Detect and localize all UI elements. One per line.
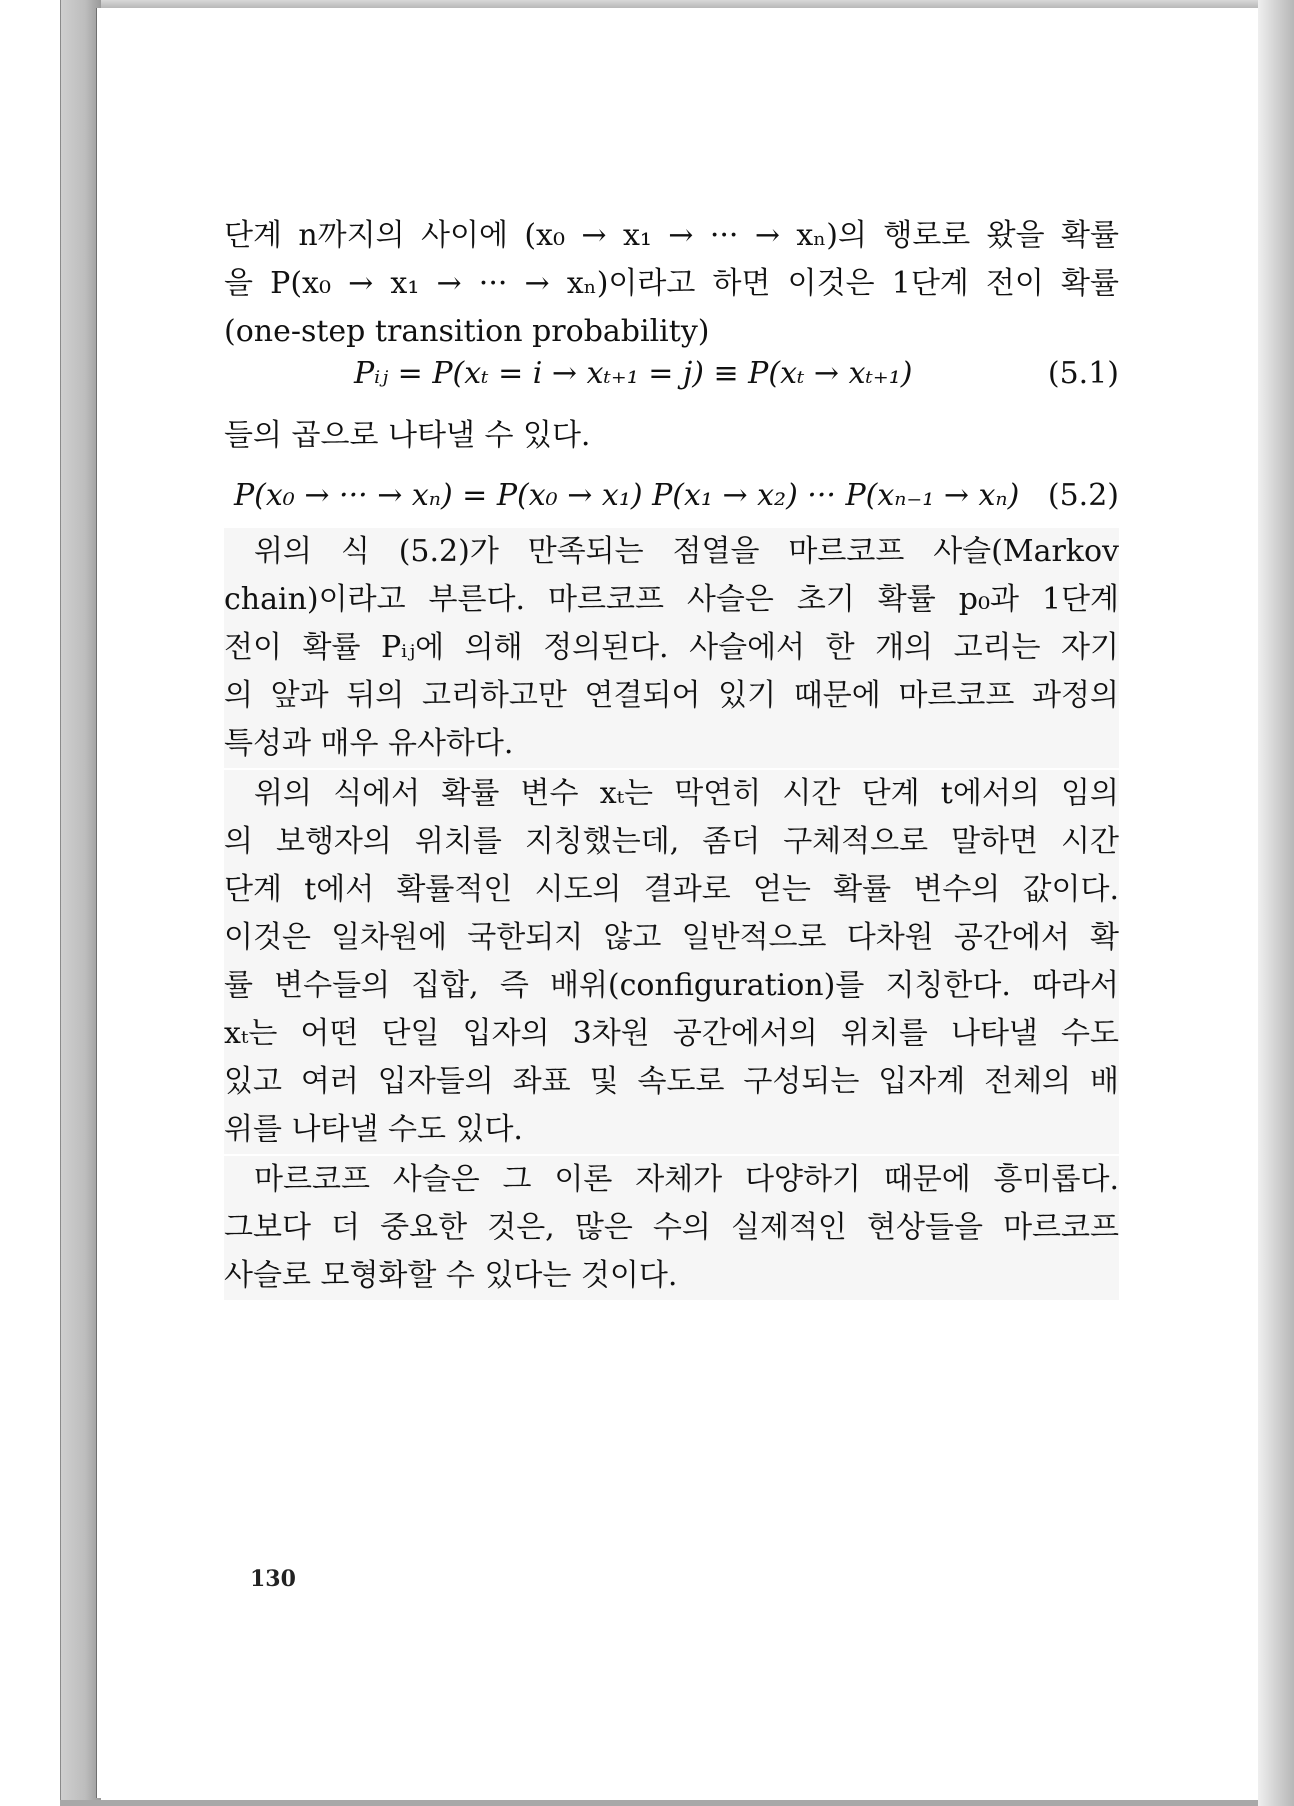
text-line: 사슬로 모형화할 수 있다는 것이다.	[224, 1258, 678, 1293]
text-line: (one-step transition probability)	[224, 314, 710, 349]
book-bottom-edge	[60, 1800, 1270, 1806]
text-line: 의 보행자의 위치를 지칭했는데, 좀더 구체적으로 말하면 시간	[224, 824, 1119, 859]
equation-formula: Pᵢⱼ = P(xₜ = i → xₜ₊₁ = j) ≡ P(xₜ → xₜ₊₁)	[354, 356, 913, 391]
intro-text	[224, 212, 1119, 356]
equation-number: (5.1)	[1047, 356, 1119, 391]
text-line: 위의 식에서 확률 변수 xₜ는 막연히 시간 단계 t에서의 임의	[254, 776, 1119, 811]
page-edge-right	[1258, 0, 1294, 1806]
text-line: 을 P(x₀ → x₁ → ··· → xₙ)이라고 하면 이것은 1단계 전이 확률	[224, 266, 1119, 301]
text-line: 위를 나타낼 수도 있다.	[224, 1112, 523, 1147]
paragraph-2	[224, 770, 1119, 1154]
text-line: 그보다 더 중요한 것은, 많은 수의 실제적인 현상들을 마르코프	[224, 1210, 1119, 1245]
text-line: 의 앞과 뒤의 고리하고만 연결되어 있기 때문에 마르코프 과정의	[224, 678, 1119, 713]
equation-5-2	[224, 472, 1119, 520]
book-top-edge	[60, 0, 1270, 8]
equation-number: (5.2)	[1047, 478, 1119, 513]
text-line: chain)이라고 부른다. 마르코프 사슬은 초기 확률 p₀과 1단계	[224, 582, 1119, 617]
text-line: 이것은 일차원에 국한되지 않고 일반적으로 다차원 공간에서 확	[224, 920, 1119, 955]
text-line: 률 변수들의 집합, 즉 배위(configuration)를 지칭한다. 따라서	[224, 968, 1119, 1003]
text-line: 들의 곱으로 나타낼 수 있다.	[224, 418, 591, 453]
text-line: xₜ는 어떤 단일 입자의 3차원 공간에서의 위치를 나타낼 수도	[224, 1016, 1119, 1051]
equation-formula: P(x₀ → ··· → xₙ) = P(x₀ → x₁) P(x₁ → x₂) ··· P(xₙ₋₁ → xₙ)	[234, 478, 1020, 513]
text-line: 단계 t에서 확률적인 시도의 결과로 얻는 확률 변수의 값이다.	[224, 872, 1119, 907]
text-line: 전이 확률 Pᵢⱼ에 의해 정의된다. 사슬에서 한 개의 고리는 자기	[224, 630, 1119, 665]
text-line: 특성과 매우 유사하다.	[224, 726, 514, 761]
paragraph-1	[224, 528, 1119, 768]
after-eq1-text	[224, 412, 1119, 460]
book-spine	[60, 0, 101, 1806]
text-line: 단계 n까지의 사이에 (x₀ → x₁ → ··· → xₙ)의 행로로 왔을 확률	[224, 218, 1119, 253]
equation-5-1	[224, 350, 1119, 398]
page-number: 130	[250, 1566, 296, 1592]
text-line: 위의 식 (5.2)가 만족되는 점열을 마르코프 사슬(Markov	[254, 534, 1119, 569]
text-line: 있고 여러 입자들의 좌표 및 속도로 구성되는 입자계 전체의 배	[224, 1064, 1119, 1099]
paragraph-3	[224, 1156, 1119, 1300]
text-line: 마르코프 사슬은 그 이론 자체가 다양하기 때문에 흥미롭다.	[254, 1162, 1119, 1197]
